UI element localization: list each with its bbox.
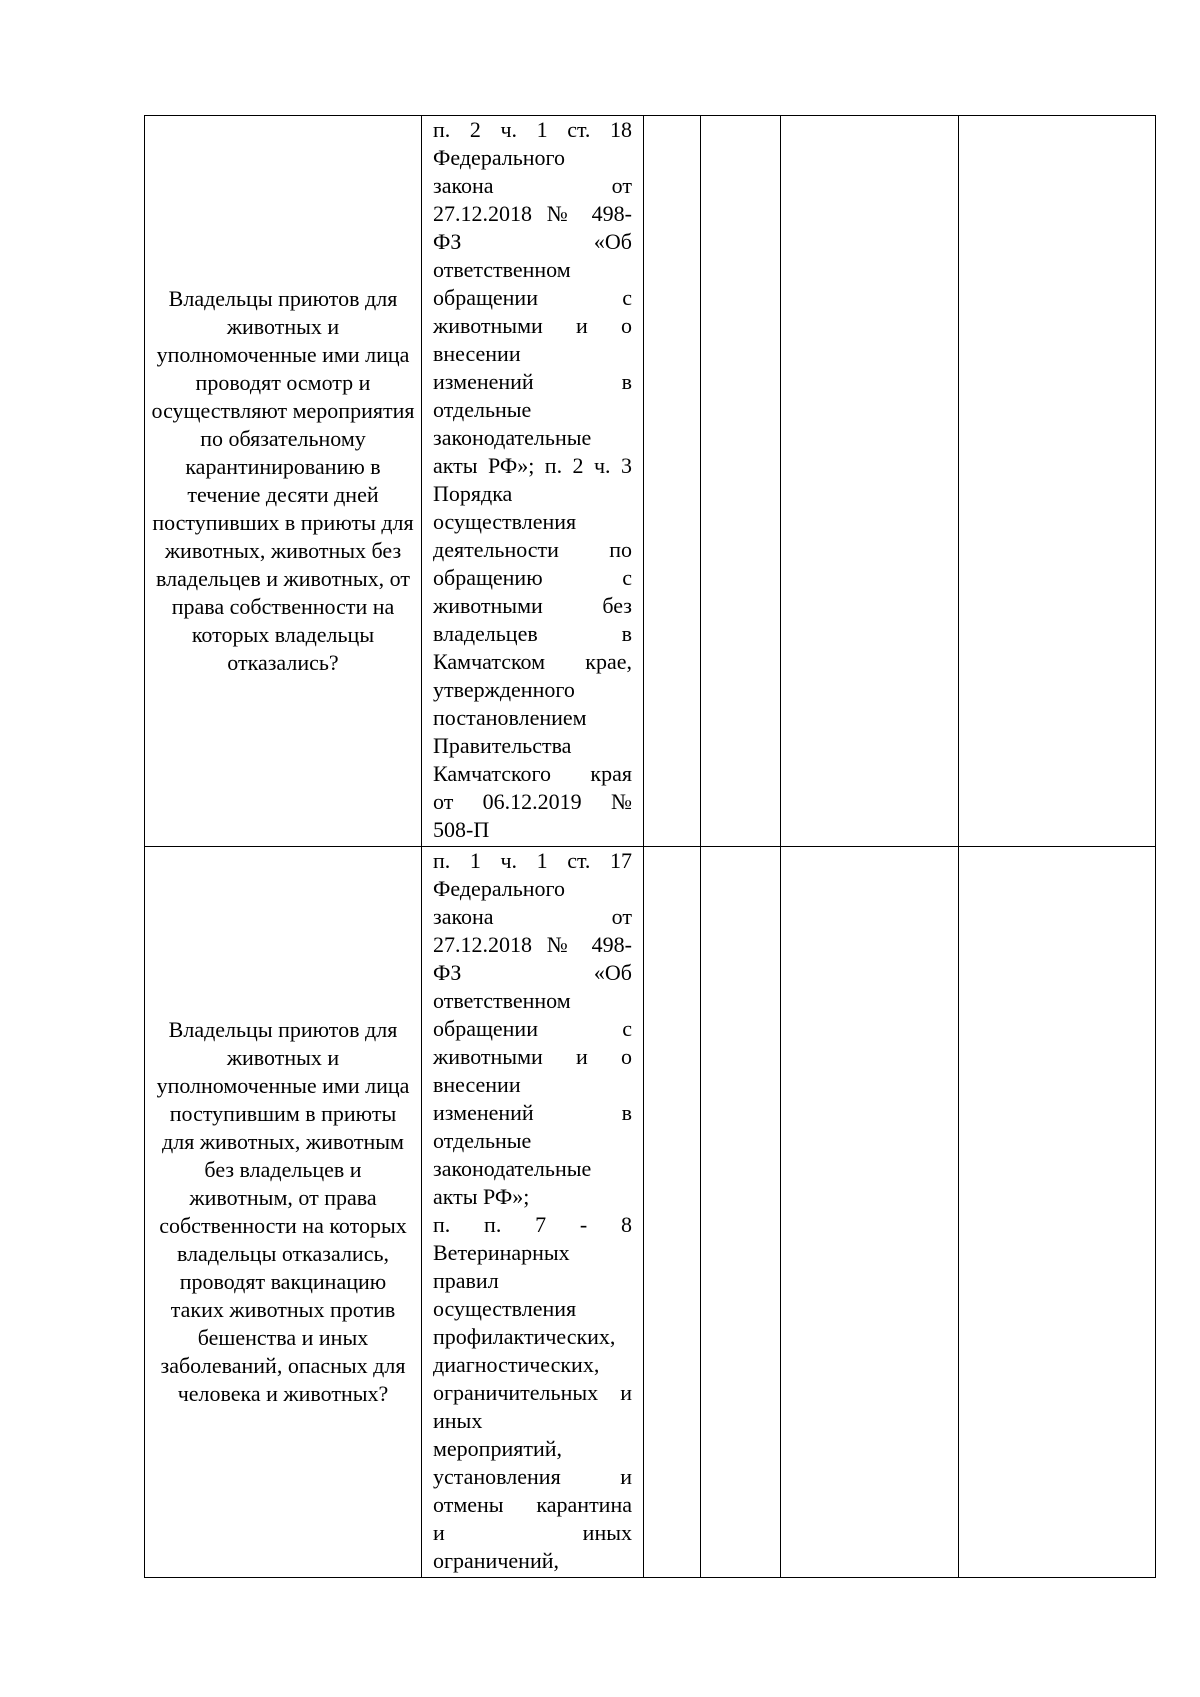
legal-basis-line: ограничительных и	[433, 1380, 632, 1405]
table-row	[145, 847, 1156, 1578]
legal-basis-line: животными без	[433, 593, 632, 618]
legal-basis-line: законодательные	[433, 1156, 592, 1181]
legal-basis-line: законодательные	[433, 425, 592, 450]
legal-basis-line: 508-П	[433, 817, 490, 842]
answer-yes-cell	[644, 847, 701, 1578]
legal-basis-line: Камчатском крае,	[433, 649, 632, 674]
legal-basis-line: отдельные	[433, 397, 532, 422]
legal-basis-line: Ветеринарных	[433, 1240, 570, 1265]
legal-basis-line: п. п. 7 - 8	[433, 1212, 632, 1237]
not-applicable-cell	[781, 847, 959, 1578]
legal-basis-line: профилактических,	[433, 1324, 616, 1349]
legal-basis-line: ответственном	[433, 988, 571, 1013]
legal-basis-line: п. 2 ч. 1 ст. 18	[433, 117, 632, 142]
legal-basis-line: владельцев в	[433, 621, 632, 646]
legal-basis-line: от 06.12.2019 №	[433, 789, 632, 814]
legal-basis-line: ограничений,	[433, 1548, 559, 1573]
legal-basis-cell	[422, 847, 644, 1578]
legal-basis-line: осуществления	[433, 1296, 577, 1321]
legal-basis-line: ФЗ «Об	[433, 960, 632, 985]
legal-basis-line: закона от	[433, 904, 632, 929]
answer-yes-cell	[644, 116, 701, 847]
legal-basis-line: Федерального	[433, 145, 566, 170]
legal-basis-line: закона от	[433, 173, 632, 198]
not-applicable-cell	[781, 116, 959, 847]
legal-basis-line: 27.12.2018 № 498-	[433, 932, 632, 957]
legal-basis-line: осуществления	[433, 509, 577, 534]
legal-basis-line: деятельности по	[433, 537, 632, 562]
legal-basis-line: 27.12.2018 № 498-	[433, 201, 632, 226]
legal-basis-line: и иных	[433, 1520, 632, 1545]
legal-basis-line: установления и	[433, 1464, 632, 1489]
question-cell	[145, 847, 422, 1578]
answer-no-cell	[701, 847, 781, 1578]
legal-basis-line: внесении	[433, 341, 521, 366]
note-cell	[959, 847, 1156, 1578]
legal-basis-line: Камчатского края	[433, 761, 632, 786]
legal-basis-line: изменений в	[433, 369, 632, 394]
legal-basis-line: п. 1 ч. 1 ст. 17	[433, 848, 632, 873]
legal-basis-line: животными и о	[433, 313, 632, 338]
legal-basis-line: иных	[433, 1408, 483, 1433]
question-text: Владельцы приютов для животных и уполномоченные ими лица проводят осмотр и осуществляют мероприятия по обязательному карантинированию в течение десяти дней поступивших в приюты для животных, животных без владельцев и животных, от права собственности на которых владельцы отказались?	[151, 286, 415, 675]
table-row	[145, 116, 1156, 847]
legal-basis-line: Федерального	[433, 876, 566, 901]
legal-basis-line: обращении с	[433, 1016, 632, 1041]
legal-basis-line: акты РФ»; п. 2 ч. 3	[433, 453, 632, 478]
legal-basis-cell	[422, 116, 644, 847]
legal-basis-line: отдельные	[433, 1128, 532, 1153]
answer-no-cell	[701, 116, 781, 847]
note-cell	[959, 116, 1156, 847]
legal-basis-line: животными и о	[433, 1044, 632, 1069]
legal-basis-line: Порядка	[433, 481, 513, 506]
legal-basis-line: ФЗ «Об	[433, 229, 632, 254]
legal-basis-line: отмены карантина	[433, 1492, 632, 1517]
legal-basis-line: обращении с	[433, 285, 632, 310]
legal-basis-line: изменений в	[433, 1100, 632, 1125]
question-text: Владельцы приютов для животных и уполномоченные ими лица поступившим в приюты для животных, животным без владельцев и животным, от права собственности на которых владельцы отказались, проводят вакцинацию таких животных против бешенства и иных заболеваний, опасных для человека и животных?	[156, 1017, 410, 1406]
legal-basis-line: мероприятий,	[433, 1436, 563, 1461]
legal-basis-line: диагностических,	[433, 1352, 600, 1377]
legal-basis-line: внесении	[433, 1072, 521, 1097]
legal-basis-line: акты РФ»;	[433, 1184, 530, 1209]
legal-basis-line: обращению с	[433, 565, 632, 590]
legal-basis-line: правил	[433, 1268, 499, 1293]
legal-basis-line: постановлением	[433, 705, 587, 730]
legal-basis-line: Правительства	[433, 733, 572, 758]
legal-basis-line: ответственном	[433, 257, 571, 282]
question-cell	[145, 116, 422, 847]
checklist-table	[144, 115, 1156, 1578]
legal-basis-line: утвержденного	[433, 677, 575, 702]
